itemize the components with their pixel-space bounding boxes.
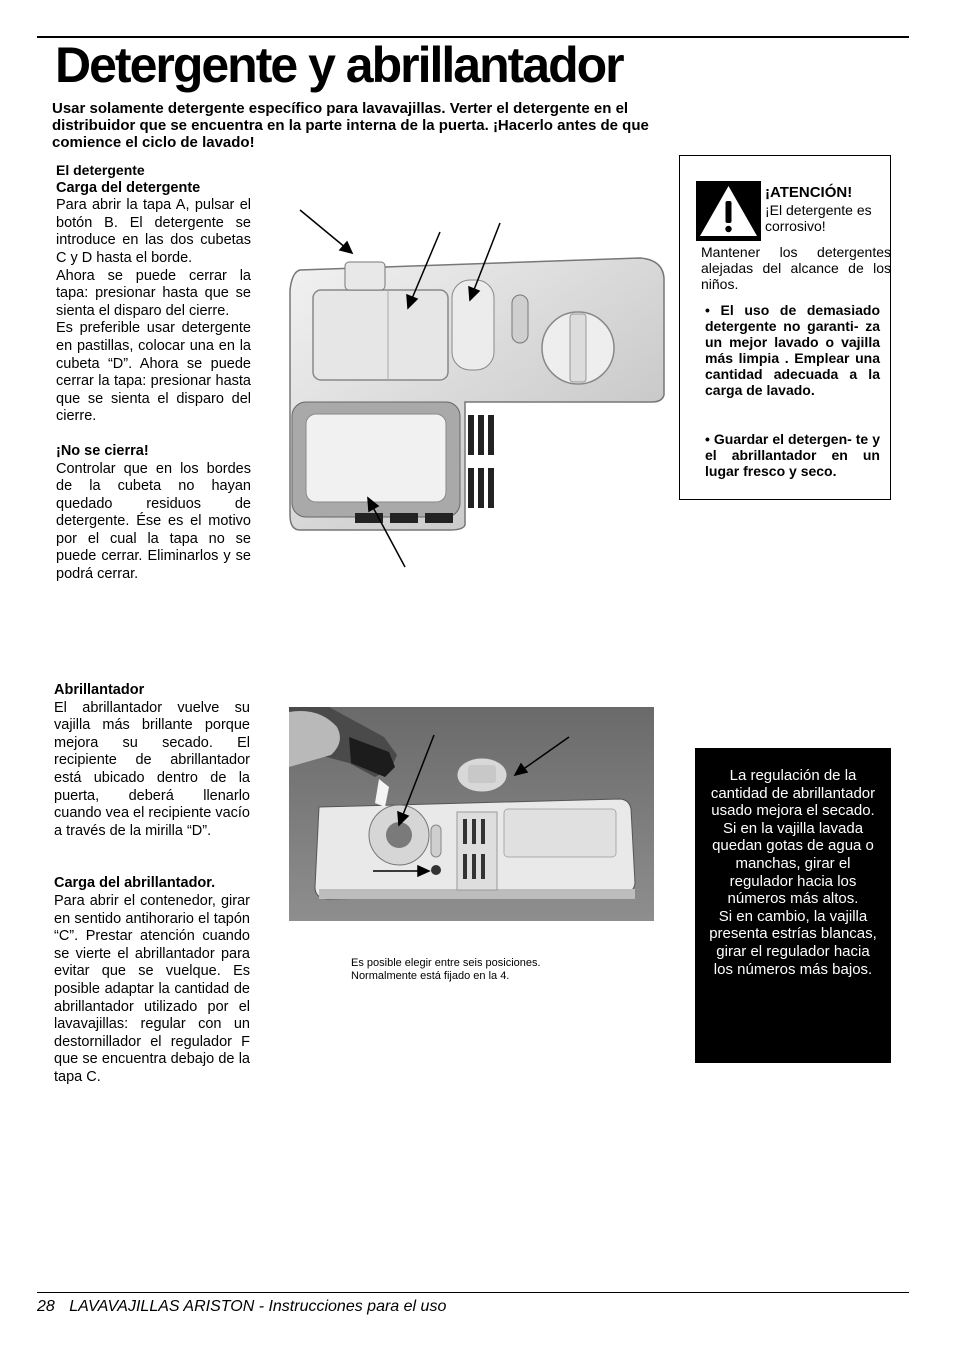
detergent-heading: Carga del detergente <box>56 179 201 196</box>
rinse-aid-load-text: Para abrir el contenedor, girar en sentido antihorario el tapón “C”. Prestar atención cuando se vierte el abrillantador para evitar que se vuelque. Es posible adaptar la cantidad de abrillantador utilizado por el lavavajillas: regular con un destornillador el regulador F que se encuentra debajo de la tapa C. <box>54 892 250 1085</box>
detergent-paragraph-1: Para abrir la tapa A, pulsar el botón B. El detergente se introduce en las dos cubetas C y D hasta el borde. <box>56 197 251 266</box>
detergent-section-label: El detergente <box>56 162 145 178</box>
warning-bullet-1: • El uso de demasiado detergente no garanti- za un mejor lavado o vajilla más limpia . Emplear una cantidad adecuada a la carga de lavado. <box>705 302 880 398</box>
page-title: Detergente y abrillantador <box>55 37 623 93</box>
warning-title: ¡ATENCIÓN! <box>765 184 853 201</box>
intro-text: Usar solamente detergente específico para lavavajillas. Verter el detergente en el distribuidor que se encuentra en la parte interna de la puerta. ¡Hacerlo antes de que comience el ciclo de lavado! <box>52 100 649 151</box>
rinse-aid-photo <box>289 707 654 921</box>
detergent-section <box>56 162 251 584</box>
regulation-box <box>695 748 891 1063</box>
regulation-paragraph-3: Si en cambio, la vajilla presenta estrías blancas, girar el regulador hacia los números más bajos. <box>709 907 877 978</box>
detergent-paragraph-3: Es preferible usar detergente en pastillas, colocar una en la cubeta “D”. Ahora se puede cerrar la tapa: presionar hasta que se sienta el disparo del cierre. <box>56 320 251 425</box>
regulation-paragraph-2: Si en la vajilla lavada quedan gotas de agua o manchas, girar el regulador hacia los números más altos. <box>712 819 874 908</box>
footer-text: LAVAVAJILLAS ARISTON - Instrucciones para el uso <box>69 1298 447 1315</box>
rinse-aid-heading: Abrillantador <box>54 682 145 698</box>
rinse-aid-section <box>54 682 250 1086</box>
rinse-aid-text: El abrillantador vuelve su vajilla más brillante porque mejora su secado. El recipiente de abrillantador está ubicado dentro de la puerta, deberá llenarlo cuando vea el recipiente vacío a través de la mirilla “D”. <box>54 699 250 839</box>
bottom-rule <box>37 1292 909 1293</box>
rinse-aid-load-heading: Carga del abrillantador. <box>54 875 216 892</box>
page-number: 28 <box>37 1298 55 1315</box>
figure-caption-line-1: Es posible elegir entre seis posiciones. <box>351 957 541 969</box>
warning-line: ¡El detergente es corrosivo! <box>765 202 872 234</box>
footer <box>37 1298 446 1316</box>
noclose-text: Controlar que en los bordes de la cubeta no hayan quedado residuos de detergente. Ése es el motivo por el cual la tapa no se puede cerrar. Eliminarlos y se podrá cerrar. <box>56 460 251 583</box>
warning-keep: Mantener los detergentes alejadas del alcance de los niños. <box>701 244 891 292</box>
figure-caption-line-2: Normalmente está fijado en la 4. <box>351 970 510 982</box>
noclose-heading: ¡No se cierra! <box>56 442 149 459</box>
figure-caption <box>351 957 541 983</box>
warning-box <box>679 155 891 500</box>
detergent-paragraph-2: Ahora se puede cerrar la tapa: presionar hasta que se sienta el disparo del cierre. <box>56 267 251 319</box>
detergent-dispenser-figure <box>280 190 670 575</box>
warning-triangle-icon <box>696 181 761 241</box>
regulation-paragraph-1: La regulación de la cantidad de abrillantador usado mejora el secado. <box>710 767 876 820</box>
warning-bullet-2: • Guardar el detergen- te y el abrillantador en un lugar fresco y seco. <box>705 431 880 479</box>
